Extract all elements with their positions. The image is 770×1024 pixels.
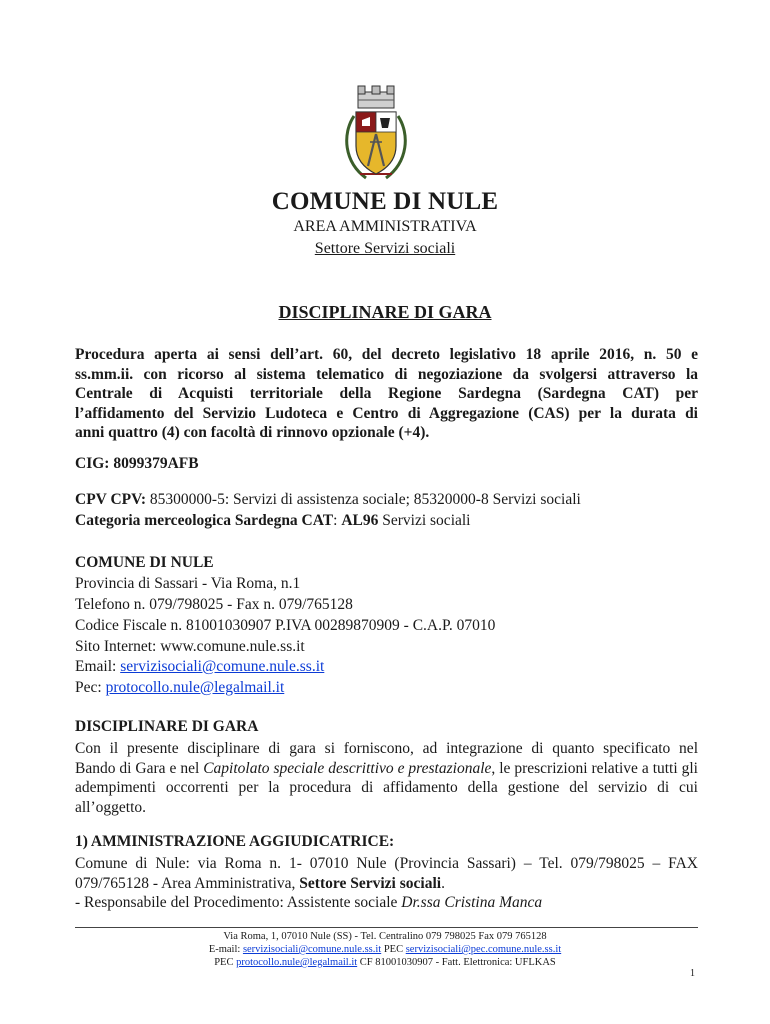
footer-pec-link[interactable]: servizisociali@pec.comune.nule.ss.it: [405, 944, 562, 955]
paragraph-line: Bando di Gara e nel Capitolato speciale descrittivo e prestazionale, le prescrizioni relative a tutti gli: [75, 759, 698, 777]
section-disciplinare-heading: DISCIPLINARE DI GARA: [75, 718, 259, 735]
contact-pec-line: [75, 679, 284, 697]
page-number: 1: [690, 968, 695, 979]
contact-provincia: Provincia di Sassari - Via Roma, n.1: [75, 575, 301, 592]
section-disciplinare-body: [75, 739, 698, 817]
categoria-line: [75, 512, 471, 530]
footer-divider: [75, 927, 698, 928]
footer-email-link[interactable]: servizisociali@comune.nule.ss.it: [242, 944, 382, 955]
footer-address: Via Roma, 1, 07010 Nule (SS) - Tel. Centralino 079 798025 Fax 079 765128: [223, 931, 547, 942]
section-admin-body: [75, 854, 698, 913]
categoria-label: Categoria merceologica Sardegna CAT: [75, 512, 334, 529]
lead-line: anni quattro (4) con facoltà di rinnovo opzionale (+4).: [75, 424, 430, 441]
contact-sito: Sito Internet: www.comune.nule.ss.it: [75, 638, 305, 655]
footer-protocollo-link[interactable]: protocollo.nule@legalmail.it: [236, 957, 358, 968]
paragraph-line: Con il presente disciplinare di gara si forniscono, ad integrazione di quanto specificato nel: [75, 740, 698, 757]
paragraph-line: all’oggetto.: [75, 798, 147, 816]
section-admin-heading: 1) AMMINISTRAZIONE AGGIUDICATRICE:: [75, 833, 395, 850]
contact-email-line: [75, 658, 324, 676]
document-title: DISCIPLINARE DI GARA: [278, 302, 492, 322]
cpv-value: 85300000-5: Servizi di assistenza sociale; 85320000-8 Servizi sociali: [146, 491, 581, 508]
contact-telefono: Telefono n. 079/798025 - Fax n. 079/765128: [75, 596, 353, 613]
email-link[interactable]: servizisociali@comune.nule.ss.it: [120, 658, 325, 675]
pec-label: Pec:: [75, 679, 106, 696]
settore-subtitle: Settore Servizi sociali: [314, 240, 456, 257]
cpv-line: [75, 491, 581, 509]
paragraph-line: Comune di Nule: via Roma n. 1- 07010 Nule (Provincia Sassari) – Tel. 079/798025 – FAX: [75, 855, 698, 872]
footer-pec-line: PEC protocollo.nule@legalmail.it CF 81001030907 - Fatt. Elettronica: UFLKAS: [214, 957, 556, 968]
cig-code: CIG: 8099379AFB: [75, 455, 199, 472]
paragraph-line: 079/765128 - Area Amministrativa, Settore Servizi sociali.: [75, 874, 445, 892]
area-subtitle: AREA AMMINISTRATIVA: [293, 218, 477, 235]
lead-line: Centrale di Acquisti territoriale della Regione Sardegna (Sardegna CAT) per: [75, 385, 698, 402]
paragraph-line: adempimenti occorrenti per la procedura di affidamento della gestione del servizio di cui: [75, 779, 698, 796]
footer-email-line: E-mail: servizisociali@comune.nule.ss.it PEC servizisociali@pec.comune.nule.ss.it: [208, 944, 562, 955]
contact-heading: COMUNE DI NULE: [75, 554, 214, 571]
page-title: COMUNE DI NULE: [271, 188, 499, 215]
cpv-label: CPV CPV:: [75, 491, 147, 508]
paragraph-line: - Responsabile del Procedimento: Assistente sociale Dr.ssa Cristina Manca: [75, 894, 543, 911]
lead-line: ss.mm.ii. con ricorso al sistema telematico di negoziazione da svolgersi attraverso la: [75, 365, 698, 383]
pec-link[interactable]: protocollo.nule@legalmail.it: [105, 679, 285, 696]
coat-of-arms-icon: [340, 84, 412, 184]
email-label: Email:: [75, 658, 121, 675]
lead-line: Procedura aperta ai sensi dell’art. 60, del decreto legislativo 18 aprile 2016, n. 50 e: [75, 346, 698, 363]
procedure-description: [75, 345, 698, 443]
lead-line: l’affidamento del Servizio Ludoteca e Centro di Aggregazione (CAS) per la durata di: [75, 404, 698, 422]
categoria-code: AL96: [341, 512, 379, 529]
contact-fiscale: Codice Fiscale n. 81001030907 P.IVA 00289870909 - C.A.P. 07010: [75, 617, 496, 634]
categoria-sep: :: [333, 512, 342, 529]
categoria-value: Servizi sociali: [378, 512, 471, 529]
